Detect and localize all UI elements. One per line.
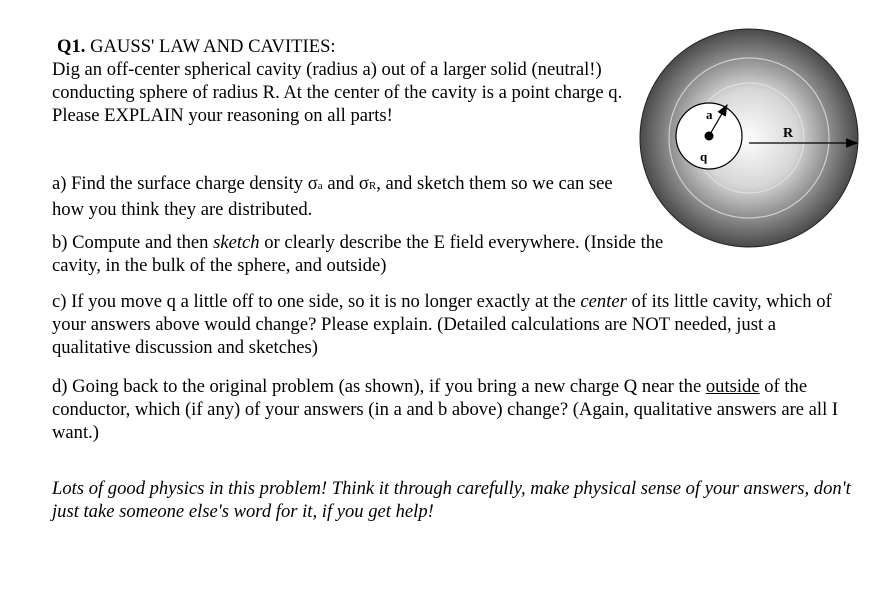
question-number: Q1. [57, 36, 86, 57]
label-R: R [783, 126, 794, 141]
part-c-emphasis: center [580, 291, 627, 312]
part-a-mid: and [322, 173, 359, 194]
question-title [57, 35, 336, 58]
part-d [52, 375, 852, 444]
part-a-pre: a) Find the surface charge density [52, 173, 308, 194]
part-d-pre: d) Going back to the original problem (as shown), if you bring a new charge Q near the [52, 376, 706, 397]
part-a [52, 172, 632, 221]
part-b-pre: b) Compute and then [52, 232, 214, 253]
part-b [52, 231, 692, 277]
sigma-a-subscript: a [317, 180, 323, 192]
sphere-cavity-diagram [638, 27, 860, 249]
part-d-post: of the conductor, which (if any) of your answers (in a and b above) change? (Again, qualitative answers are all I want.) [52, 376, 839, 443]
sigma-r-subscript: R [368, 180, 377, 192]
question-title-text: GAUSS' LAW AND CAVITIES: [90, 36, 336, 57]
label-q: q [700, 149, 708, 164]
part-d-underlined: outside [705, 376, 760, 397]
part-c [52, 290, 852, 359]
conducting-sphere [640, 29, 858, 247]
intro-paragraph: Dig an off-center spherical cavity (radius a) out of a larger solid (neutral!) conducting sphere of radius R. At the center of the cavity is a point charge q. Please EXPLAIN your reasoning on all parts! [52, 59, 623, 126]
part-b-emphasis: sketch [213, 232, 260, 253]
sigma-r-symbol: σ [358, 173, 369, 194]
part-c-pre: c) If you move q a little off to one side, so it is no longer exactly at the [52, 291, 581, 312]
sigma-a-symbol: σ [307, 173, 318, 194]
part-c-post: of its little cavity, which of your answers above would change? Please explain. (Detailed calculations are NOT needed, just a qualitative discussion and sketches) [52, 291, 832, 358]
part-a-post: , and sketch them so we can see how you think they are distributed. [52, 173, 613, 220]
closing-note: Lots of good physics in this problem! Think it through carefully, make physical sense of your answers, don't just take someone else's word for it, if you get help! [52, 478, 851, 522]
part-b-post: or clearly describe the E field everywhere. (Inside the cavity, in the bulk of the sphere, and outside) [52, 232, 664, 276]
label-a: a [706, 107, 713, 122]
